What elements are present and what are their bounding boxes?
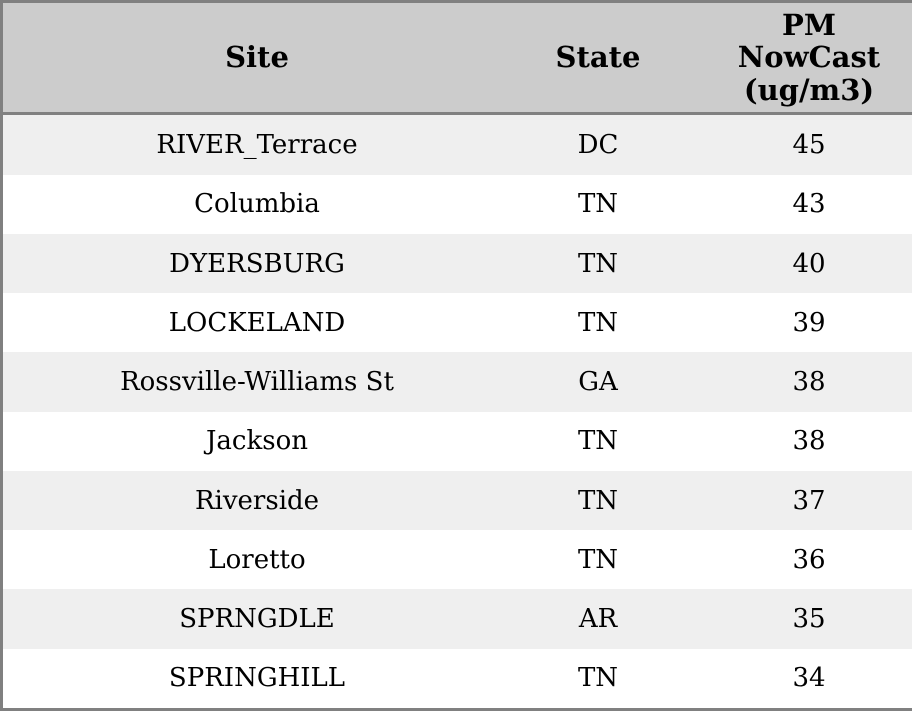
cell-site: Jackson: [3, 412, 511, 471]
table-body: [3, 114, 912, 708]
cell-site: LOCKELAND: [3, 293, 511, 352]
table-row: [3, 530, 912, 589]
column-header-pm-nowcast-line2: NowCast: [737, 40, 881, 75]
table-header-row: [3, 3, 912, 114]
table-row: [3, 234, 912, 293]
cell-site: Riverside: [3, 471, 511, 530]
cell-value: 39: [685, 293, 912, 352]
cell-state: TN: [511, 293, 685, 352]
cell-site: DYERSBURG: [3, 234, 511, 293]
column-header-site: Site: [3, 3, 511, 114]
cell-site: Loretto: [3, 530, 511, 589]
table-row: [3, 412, 912, 471]
column-header-state: State: [511, 3, 685, 114]
cell-state: TN: [511, 530, 685, 589]
cell-state: TN: [511, 471, 685, 530]
table-row: [3, 352, 912, 411]
cell-value: 36: [685, 530, 912, 589]
cell-state: GA: [511, 352, 685, 411]
table-row: [3, 649, 912, 708]
cell-value: 34: [685, 649, 912, 708]
cell-state: TN: [511, 234, 685, 293]
cell-value: 38: [685, 412, 912, 471]
cell-site: SPRINGHILL: [3, 649, 511, 708]
cell-value: 45: [685, 114, 912, 175]
cell-state: TN: [511, 649, 685, 708]
cell-site: Columbia: [3, 175, 511, 234]
cell-value: 37: [685, 471, 912, 530]
cell-state: TN: [511, 412, 685, 471]
table-header: [3, 3, 912, 114]
cell-value: 38: [685, 352, 912, 411]
cell-value: 35: [685, 589, 912, 648]
cell-state: AR: [511, 589, 685, 648]
table-row: [3, 589, 912, 648]
table-row: [3, 471, 912, 530]
air-quality-table: [3, 3, 912, 708]
column-header-pm-nowcast-line1: PM: [782, 8, 836, 42]
column-header-pm-nowcast: [685, 3, 912, 114]
cell-state: DC: [511, 114, 685, 175]
cell-state: TN: [511, 175, 685, 234]
cell-value: 40: [685, 234, 912, 293]
cell-site: Rossville-Williams St: [3, 352, 511, 411]
table-row: [3, 293, 912, 352]
cell-site: SPRNGDLE: [3, 589, 511, 648]
table-row: [3, 114, 912, 175]
cell-site: RIVER_Terrace: [3, 114, 511, 175]
cell-value: 43: [685, 175, 912, 234]
table-row: [3, 175, 912, 234]
column-header-pm-nowcast-line3: (ug/m3): [743, 72, 875, 107]
